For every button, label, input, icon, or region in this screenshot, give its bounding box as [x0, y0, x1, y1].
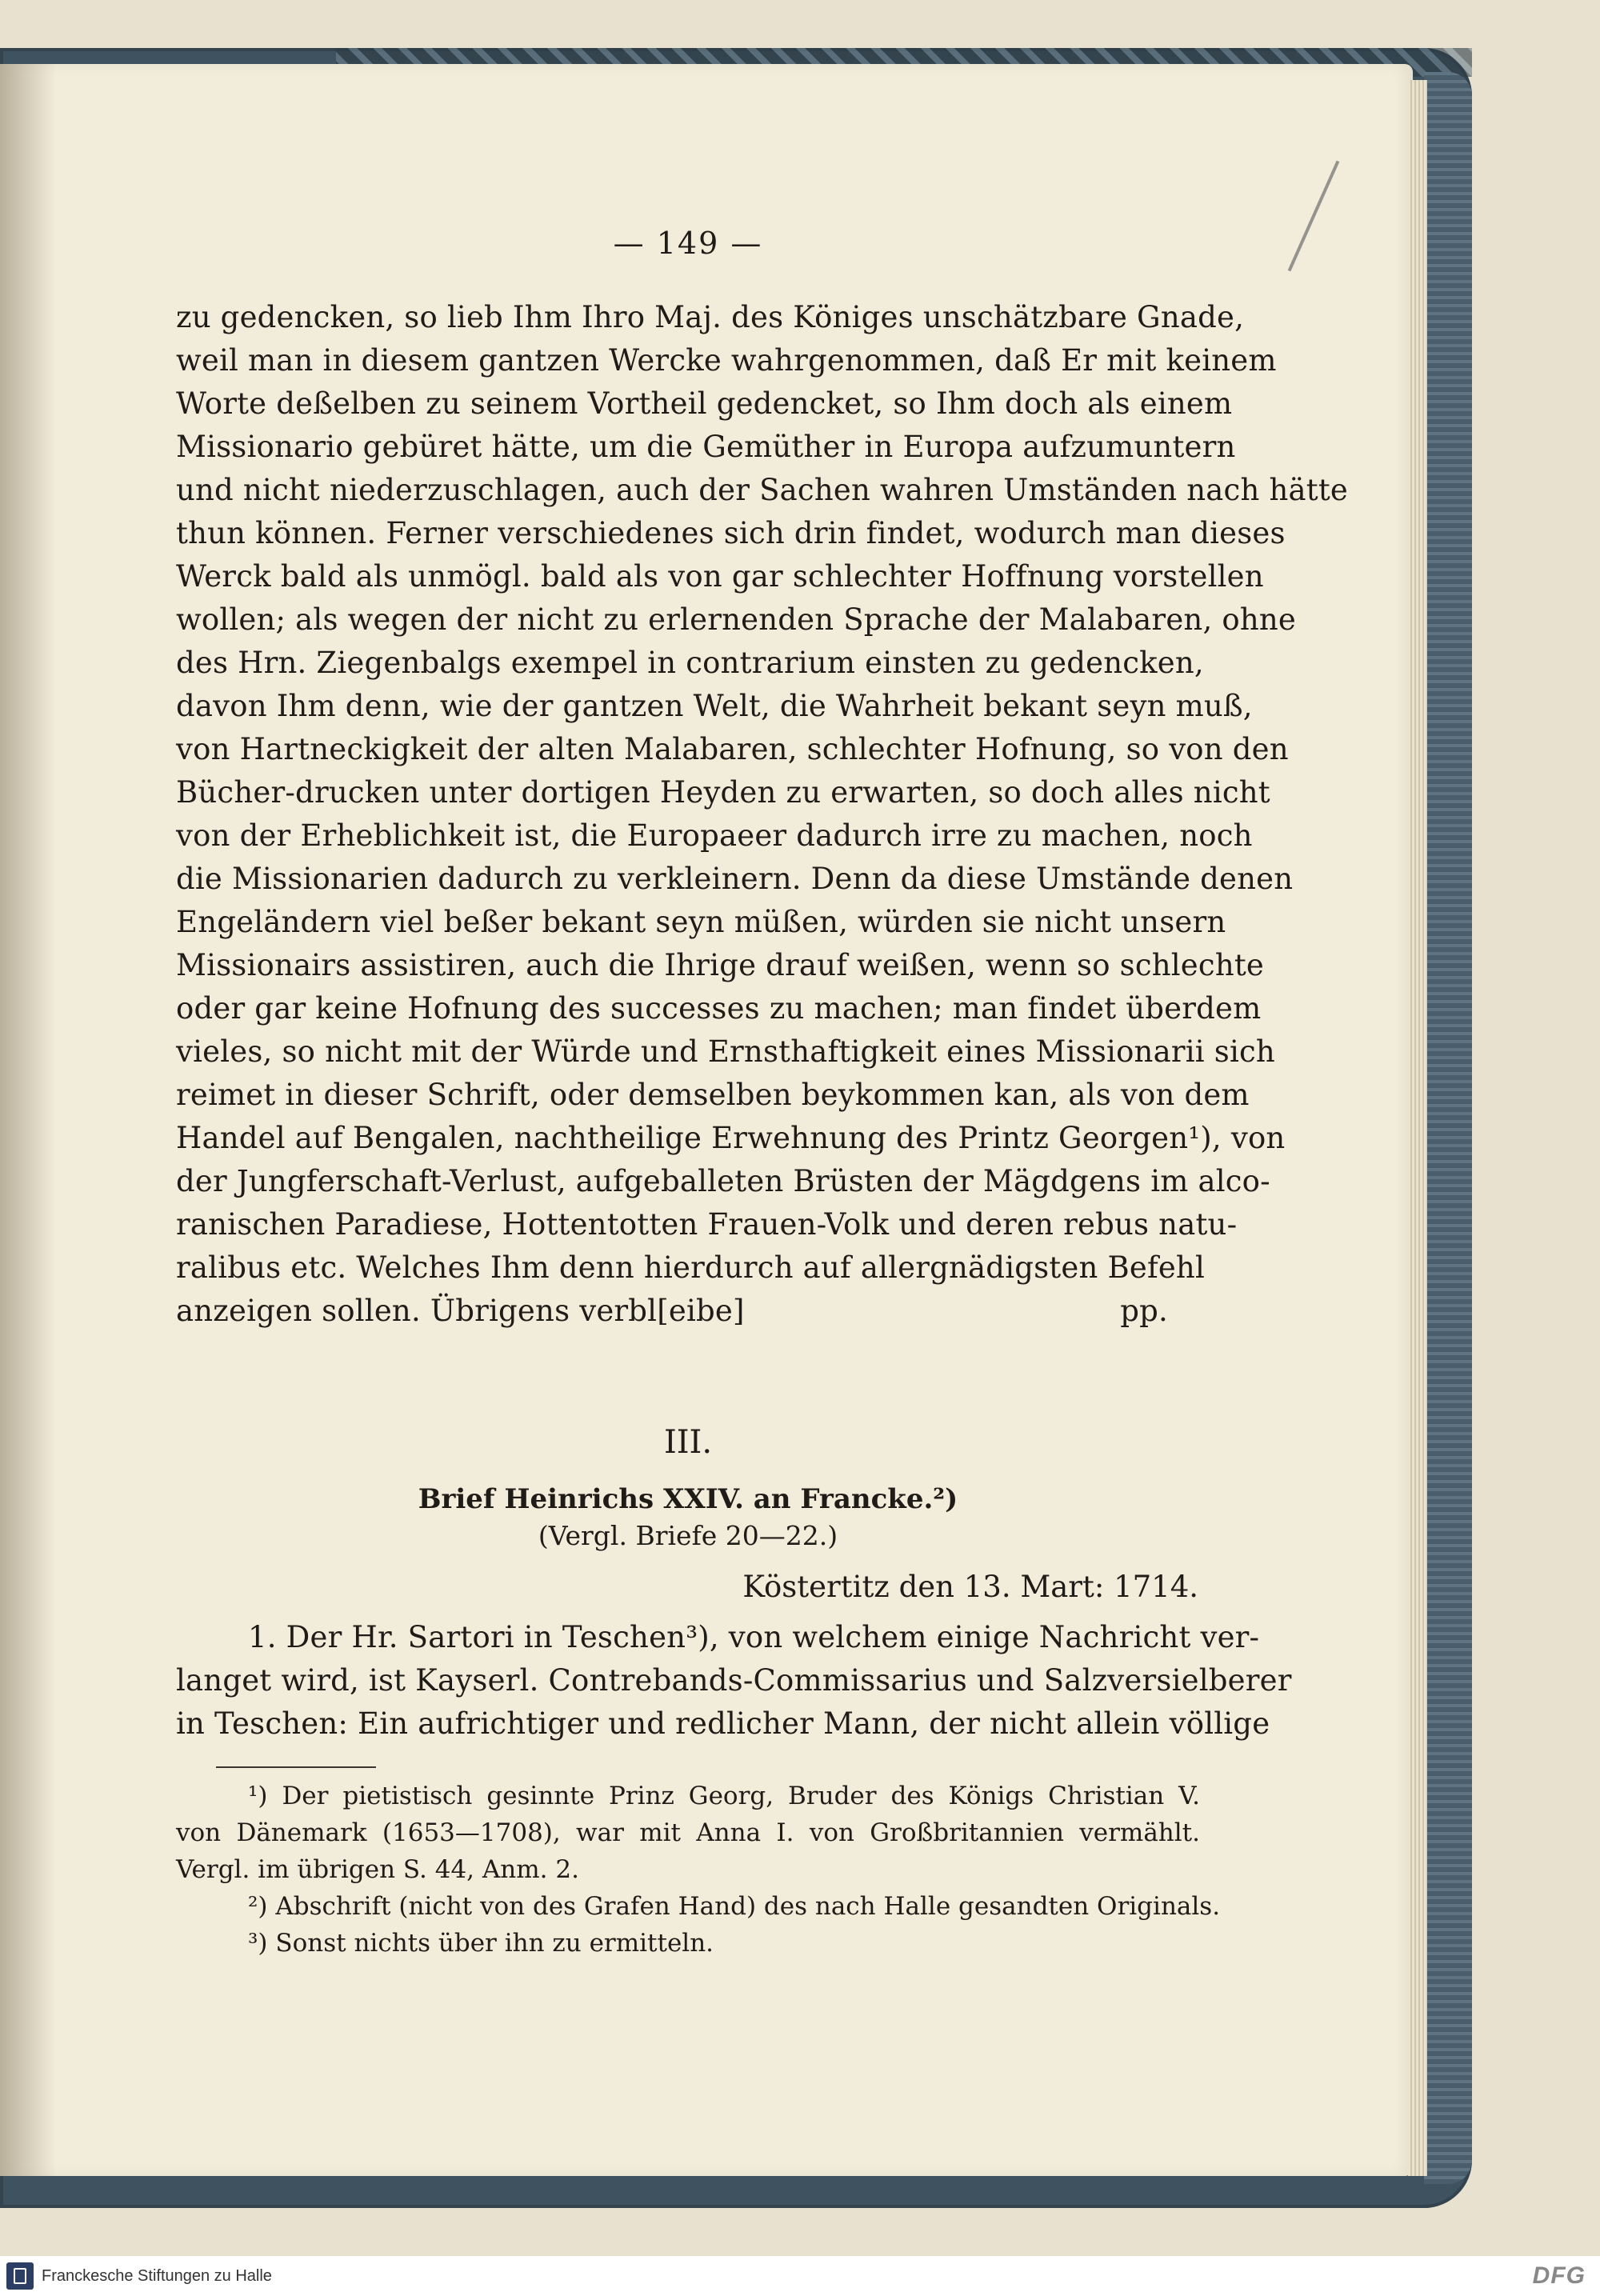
text-line: Werck bald als unmögl. bald als von gar schlechter Hoffnung vorstellen [176, 559, 1264, 594]
text-line: 1. Der Hr. Sartori in Teschen³), von welchem einige Nachricht ver- [248, 1620, 1260, 1654]
text-line: der Jungferschaft-Verlust, aufgeballeten Brüsten der Mägdgens im alco- [176, 1164, 1270, 1198]
letter-dateline: Köstertitz den 13. Mart: 1714. [742, 1570, 1198, 1604]
text-line: von der Erheblichkeit ist, die Europaeer dadurch irre zu machen, noch [176, 818, 1253, 853]
text-line-last-content: anzeigen sollen. Übrigens verbl[eibe] [176, 1294, 745, 1328]
text-line: davon Ihm denn, wie der gantzen Welt, die Wahrheit bekant seyn muß, [176, 689, 1253, 723]
text-line: ranischen Paradiese, Hottentotten Frauen-Volk und deren rebus natu- [176, 1207, 1238, 1242]
main-text [176, 296, 1348, 1333]
viewer-footer [0, 2256, 1600, 2296]
text-line: von Hartneckigkeit der alten Malabaren, schlechter Hofnung, so von den [176, 732, 1289, 766]
footnote-line: ²) Abschrift (nicht von des Grafen Hand) des nach Halle gesandten Originals. [248, 1892, 1221, 1921]
text-line: Missionairs assistiren, auch die Ihrige drauf weißen, wenn so schlechte [176, 948, 1265, 982]
page-gutter-shadow [0, 64, 56, 2176]
text-line: thun können. Ferner verschiedenes sich drin findet, wodurch man dieses [176, 516, 1286, 550]
text-line: Bücher-drucken unter dortigen Heyden zu erwarten, so doch alles nicht [176, 775, 1270, 810]
footnote-line: ¹) Der pietistisch gesinnte Prinz Georg, Bruder des Königs Christian V. [248, 1782, 1200, 1810]
text-line: Engeländern viel beßer bekant seyn müßen, würden sie nicht unsern [176, 905, 1226, 939]
text-line: und nicht niederzuschlagen, auch der Sachen wahren Umständen nach hätte [176, 473, 1348, 507]
section-number: III. [663, 1424, 713, 1461]
institution-logo-icon [6, 2262, 34, 2290]
book-spine-binding [1424, 72, 1472, 2184]
text-line: die Missionarien dadurch zu verkleinern. Denn da diese Umstände denen [176, 862, 1294, 896]
text-line: langet wird, ist Kayserl. Contrebands-Commissarius und Salzversielberer [176, 1663, 1292, 1698]
text-line: Handel auf Bengalen, nachtheilige Erwehnung des Printz Georgen¹), von [176, 1121, 1286, 1155]
text-line: reimet in dieser Schrift, oder demselben beykommen kan, als von dem [176, 1078, 1250, 1112]
footnote-divider [216, 1766, 376, 1768]
text-line: des Hrn. Ziegenbalgs exempel in contrarium einsten zu gedencken, [176, 646, 1204, 680]
text-line: zu gedencken, so lieb Ihm Ihro Maj. des Königes unschätzbare Gnade, [176, 300, 1245, 334]
footnotes [176, 1778, 1221, 1962]
footnote-line: von Dänemark (1653—1708), war mit Anna I. von Großbritannien vermählt. [176, 1818, 1200, 1847]
text-line: Missionario gebüret hätte, um die Gemüther in Europa aufzumuntern [176, 430, 1236, 464]
letter-text [176, 1616, 1292, 1746]
institution-name[interactable]: Franckesche Stiftungen zu Halle [42, 2267, 272, 2285]
letter-reference: (Vergl. Briefe 20—22.) [538, 1520, 838, 1551]
text-line: weil man in diesem gantzen Wercke wahrgenommen, daß Er mit keinem [176, 343, 1277, 378]
closing-pp: pp. [1120, 1294, 1168, 1328]
text-line: wollen; als wegen der nicht zu erlernenden Sprache der Malabaren, ohne [176, 602, 1297, 637]
dfg-logo: DFG [1532, 2262, 1586, 2289]
footnote-line: Vergl. im übrigen S. 44, Anm. 2. [176, 1855, 579, 1884]
page-edges [1408, 80, 1427, 2176]
letter-title: Brief Heinrichs XXIV. an Francke.²) [418, 1483, 958, 1515]
text-line: in Teschen: Ein aufrichtiger und redlicher Mann, der nicht allein völlige [176, 1706, 1270, 1741]
footnote-line: ³) Sonst nichts über ihn zu ermitteln. [248, 1929, 714, 1958]
page-number: — 149 — [613, 226, 763, 261]
text-line: oder gar keine Hofnung des successes zu machen; man findet überdem [176, 991, 1262, 1026]
text-line: ralibus etc. Welches Ihm denn hierdurch auf allergnädigsten Befehl [176, 1250, 1205, 1285]
text-line-last [176, 1290, 1200, 1333]
text-line: Worte deßelben zu seinem Vortheil gedencket, so Ihm doch als einem [176, 386, 1233, 421]
text-line: vieles, so nicht mit der Würde und Ernsthaftigkeit eines Missionarii sich [176, 1034, 1275, 1069]
